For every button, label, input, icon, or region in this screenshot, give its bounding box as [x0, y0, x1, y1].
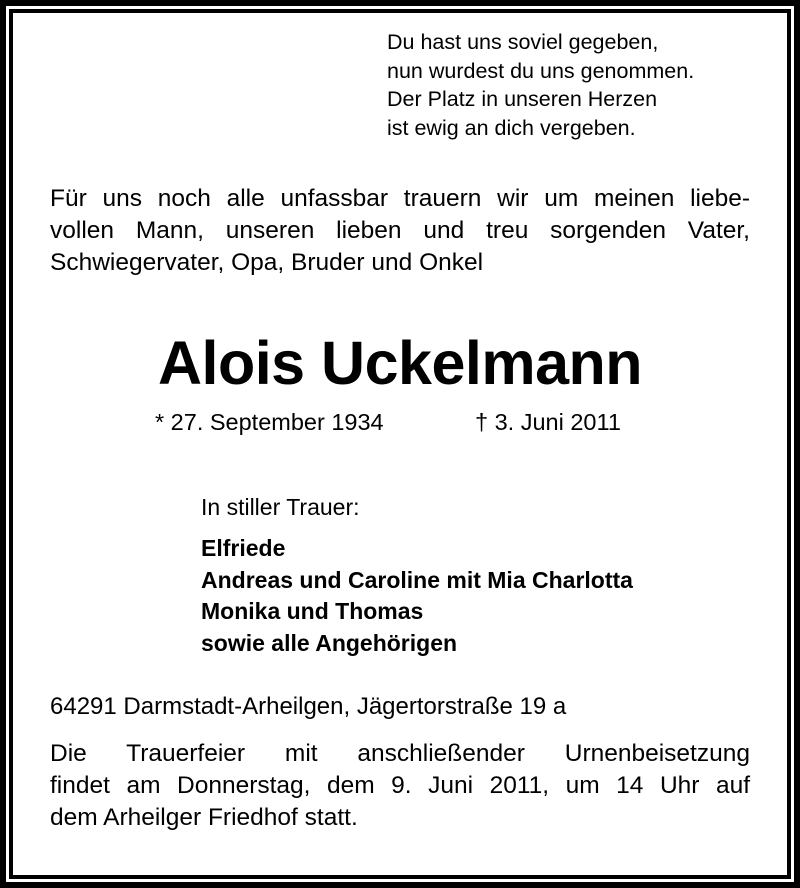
- intro-line: vollen Mann, unseren lieben und treu sorgenden Vater,: [50, 217, 750, 244]
- mourner-entry: sowie alle Angehörigen: [201, 629, 458, 656]
- ceremony-paragraph: [50, 738, 750, 834]
- poem-line: ist ewig an dich vergeben.: [387, 115, 636, 140]
- ceremony-line: dem Arheilger Friedhof statt.: [50, 804, 358, 831]
- poem-line: nun wurdest du uns genommen.: [387, 58, 695, 83]
- poem-line: Du hast uns soviel gegeben,: [387, 30, 659, 54]
- ceremony-line: findet am Donnerstag, dem 9. Juni 2011, um 14 Uhr auf: [50, 772, 750, 799]
- family-address: 64291 Darmstadt-Arheilgen, Jägertorstraße 19 a: [50, 693, 567, 720]
- mourners-list: [201, 533, 633, 659]
- ceremony-line: Die Trauerfeier mit anschließender Urnenbeisetzung: [50, 740, 750, 767]
- intro-paragraph: [50, 183, 750, 279]
- deceased-name: Alois Uckelmann: [157, 329, 643, 397]
- memorial-poem: [387, 28, 694, 142]
- mourner-entry: Elfriede: [201, 535, 286, 561]
- mourner-entry: Andreas und Caroline mit Mia Charlotta: [201, 566, 633, 593]
- mourners-label: In stiller Trauer:: [201, 494, 360, 520]
- mourner-entry: Monika und Thomas: [201, 598, 424, 624]
- intro-line: Für uns noch alle unfassbar trauern wir um meinen liebe-: [50, 185, 750, 212]
- birth-date: * 27. September 1934: [155, 409, 384, 435]
- intro-line: Schwiegervater, Opa, Bruder und Onkel: [50, 249, 484, 276]
- poem-line: Der Platz in unseren Herzen: [387, 87, 658, 111]
- death-date: † 3. Juni 2011: [475, 409, 621, 435]
